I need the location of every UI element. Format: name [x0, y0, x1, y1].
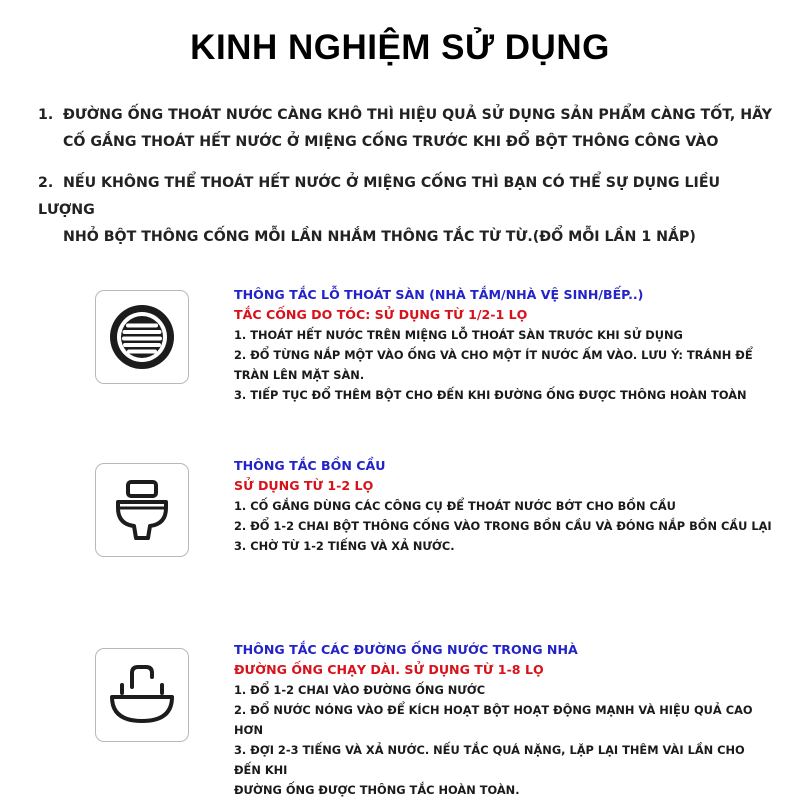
toilet-icon: [106, 474, 178, 546]
section-heading: THÔNG TẮC LỖ THOÁT SÀN (NHÀ TẮM/NHÀ VỆ SINH/BẾP..): [234, 287, 644, 302]
step-item: 2. ĐỔ TỪNG NẮP MỘT VÀO ỐNG VÀ CHO MỘT ÍT NƯỚC ẤM VÀO. LƯU Ý: TRÁNH ĐỂ: [234, 348, 753, 362]
intro-line: NHỎ BỘT THÔNG CỐNG MỖI LẦN NHẮM THÔNG TẮC TỪ TỪ.(ĐỔ MỖI LẦN 1 NẮP): [63, 229, 696, 245]
toilet-icon-box: [95, 463, 189, 557]
section-heading: THÔNG TẮC CÁC ĐƯỜNG ỐNG NƯỚC TRONG NHÀ: [234, 642, 578, 657]
section-subheading: SỬ DỤNG TỪ 1-2 LỌ: [234, 478, 374, 493]
step-item: 3. ĐỢI 2-3 TIẾNG VÀ XẢ NƯỚC. NẾU TẮC QUÁ NẶNG, LẶP LẠI THÊM VÀI LẦN CHO ĐẾN KHI: [234, 743, 745, 777]
intro-item-2: [38, 170, 778, 251]
step-item: 1. ĐỔ 1-2 CHAI VÀO ĐƯỜNG ỐNG NƯỚC: [234, 683, 486, 697]
intro-item-1: [38, 102, 778, 156]
intro-line: CỐ GẮNG THOÁT HẾT NƯỚC Ở MIỆNG CỐNG TRƯỚC KHI ĐỔ BỘT THÔNG CÔNG VÀO: [63, 134, 719, 150]
step-item: TRÀN LÊN MẶT SÀN.: [234, 368, 365, 382]
floor-drain-icon: [106, 301, 178, 373]
sink-icon-box: [95, 648, 189, 742]
step-item: ĐƯỜNG ỐNG ĐƯỢC THÔNG TẮC HOÀN TOÀN.: [234, 783, 520, 797]
page-title: KINH NGHIỆM SỬ DỤNG: [190, 28, 610, 67]
section-heading: THÔNG TẮC BỒN CẦU: [234, 458, 386, 473]
step-item: 3. CHỜ TỪ 1-2 TIẾNG VÀ XẢ NƯỚC.: [234, 539, 455, 553]
intro-line: NẾU KHÔNG THỂ THOÁT HẾT NƯỚC Ở MIỆNG CỐNG THÌ BẠN CÓ THỂ SỰ DỤNG LIỀU LƯỢNG: [38, 175, 721, 218]
step-item: 2. ĐỔ 1-2 CHAI BỘT THÔNG CỐNG VÀO TRONG BỒN CẦU VÀ ĐÓNG NẮP BỒN CẦU LẠI: [234, 519, 772, 533]
floor-drain-icon-box: [95, 290, 189, 384]
step-item: 2. ĐỔ NƯỚC NÓNG VÀO ĐỂ KÍCH HOẠT BỘT HOẠT ĐỘNG MẠNH VÀ HIỆU QUẢ CAO HƠN: [234, 703, 753, 737]
intro-number: 1.: [38, 107, 54, 123]
section-sink-text: [234, 640, 774, 800]
section-toilet-text: [234, 456, 774, 556]
step-item: 1. CỐ GẮNG DÙNG CÁC CÔNG CỤ ĐỂ THOÁT NƯỚC BỚT CHO BỒN CẦU: [234, 499, 676, 513]
section-floor-drain-text: [234, 285, 774, 405]
step-item: 1. THOÁT HẾT NƯỚC TRÊN MIỆNG LỖ THOÁT SÀN TRƯỚC KHI SỬ DỤNG: [234, 328, 683, 342]
intro-line: ĐƯỜNG ỐNG THOÁT NƯỚC CÀNG KHÔ THÌ HIỆU QUẢ SỬ DỤNG SẢN PHẨM CÀNG TỐT, HÃY: [63, 107, 773, 123]
section-subheading: TẮC CỐNG DO TÓC: SỬ DỤNG TỪ 1/2-1 LỌ: [234, 307, 528, 322]
intro-number: 2.: [38, 175, 54, 191]
sink-icon: [106, 659, 178, 731]
section-subheading: ĐƯỜNG ỐNG CHẠY DÀI. SỬ DỤNG TỪ 1-8 LỌ: [234, 662, 544, 677]
step-item: 3. TIẾP TỤC ĐỔ THÊM BỘT CHO ĐẾN KHI ĐƯỜNG ỐNG ĐƯỢC THÔNG HOÀN TOÀN: [234, 388, 747, 402]
